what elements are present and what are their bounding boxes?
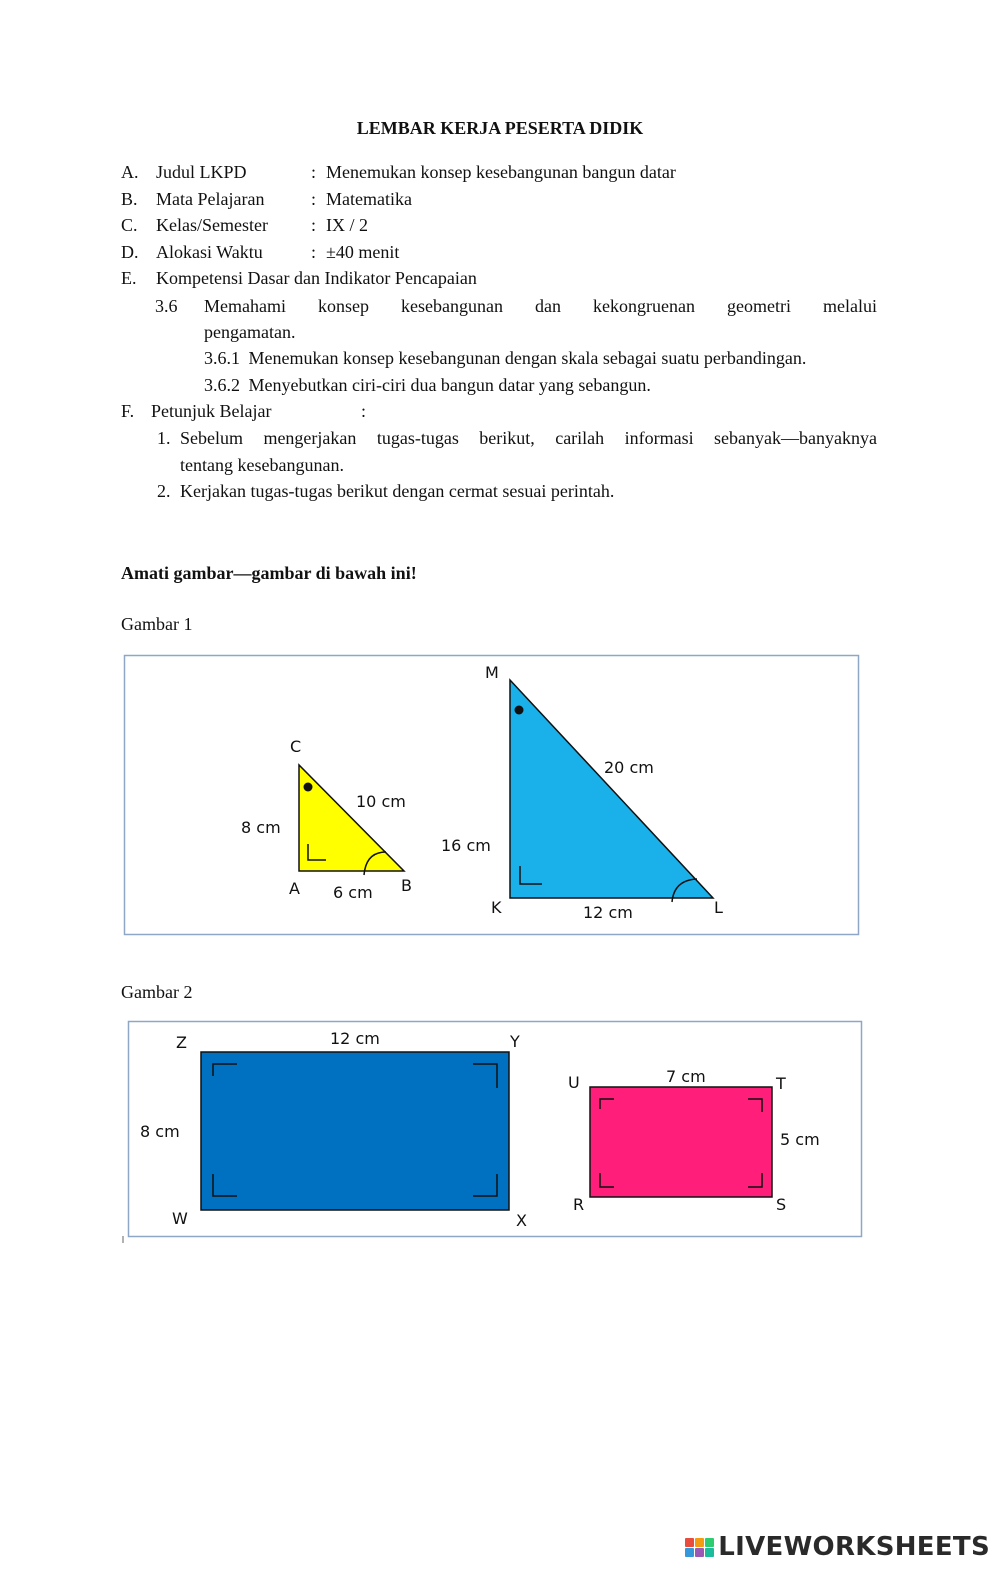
field-letter: D. [121,242,139,262]
side-label-ab: 6 cm [333,883,373,902]
indicator-text: Menyebutkan ciri-ciri dua bangun datar yang sebangun. [248,375,651,395]
item-1-line2: tentang kesebangunan. [180,455,344,475]
item-2-line1: Kerjakan tugas-tugas berikut dengan cermat sesuai perintah. [180,481,615,501]
liveworksheets-logo[interactable] [685,1532,990,1562]
field-value: Matematika [326,189,412,209]
vertex-label-x: X [516,1211,527,1230]
side-label-zy: 12 cm [330,1029,380,1048]
vertex-label-b: B [401,876,412,895]
side-label-ut: 7 cm [666,1067,706,1086]
triangle-klm [510,680,713,898]
side-label-ac: 8 cm [241,818,281,837]
figure2-caption: Gambar 2 [121,982,193,1002]
field-letter: E. [121,268,137,288]
angle-dot-c [304,783,313,792]
item-number: 1. [157,428,171,448]
vertex-label-t: T [776,1074,786,1093]
field-label: Petunjuk Belajar [151,401,272,421]
field-label: Alokasi Waktu [156,242,263,262]
kd-text-line2: pengamatan. [204,322,296,342]
side-label-kl: 12 cm [583,903,633,922]
logo-grid-icon [685,1538,714,1557]
logo-square [685,1538,694,1547]
vertex-label-y: Y [510,1032,520,1051]
vertex-label-s: S [776,1195,787,1214]
field-sep: : [311,242,317,262]
logo-square [695,1548,704,1557]
field-letter: B. [121,189,138,209]
triangle-abc [299,765,404,871]
figure1-caption: Gambar 1 [121,614,193,634]
field-letter: C. [121,215,138,235]
field-value: IX / 2 [326,215,368,235]
side-label-lm: 20 cm [604,758,654,777]
field-letter: A. [121,162,139,182]
kd-text-line1: Memahami konsep kesebangunan dan kekongruenan geometri melalui [204,296,877,316]
vertex-label-w: W [172,1209,188,1228]
vertex-label-a: A [289,879,300,898]
instruction: Amati gambar—gambar di bawah ini! [121,563,417,583]
indicator-number: 3.6.1 [204,348,240,368]
rect-wxyz [201,1052,509,1210]
rect-rstu [590,1087,772,1197]
logo-square [705,1538,714,1547]
field-label: Judul LKPD [156,162,247,182]
field-value: Menemukan konsep kesebangunan bangun datar [326,162,676,182]
field-letter: F. [121,401,135,421]
field-sep: : [311,189,317,209]
brand-name: LIVEWORKSHEETS [718,1532,990,1562]
field-label: Kelas/Semester [156,215,268,235]
indicator-text: Menemukan konsep kesebangunan dengan skala sebagai suatu perbandingan. [248,348,807,368]
side-label-bc: 10 cm [356,792,406,811]
field-sep: : [311,215,317,235]
vertex-label-m: M [485,663,499,682]
vertex-label-l: L [714,898,723,917]
item-number: 2. [157,481,171,501]
vertex-label-c: C [290,737,302,756]
indicator-number: 3.6.2 [204,375,240,395]
vertex-label-r: R [573,1195,585,1214]
side-label-zw: 8 cm [140,1122,180,1141]
angle-dot-m [515,706,524,715]
vertex-label-k: K [491,898,502,917]
field-value: ±40 menit [326,242,400,262]
side-label-ts: 5 cm [780,1130,820,1149]
logo-square [685,1548,694,1557]
field-sep: : [361,401,367,421]
logo-square [705,1548,714,1557]
page-title: LEMBAR KERJA PESERTA DIDIK [356,118,644,138]
logo-square [695,1538,704,1547]
field-label: Mata Pelajaran [156,189,265,209]
field-label: Kompetensi Dasar dan Indikator Pencapaian [156,268,477,288]
vertex-label-u: U [568,1073,580,1092]
kd-number: 3.6 [155,296,178,316]
figure1-frame [125,656,859,935]
vertex-label-z: Z [176,1033,187,1052]
item-1-line1: Sebelum mengerjakan tugas-tugas berikut, carilah informasi sebanyak—banyaknya [180,428,877,448]
field-sep: : [311,162,317,182]
side-label-km: 16 cm [441,836,491,855]
